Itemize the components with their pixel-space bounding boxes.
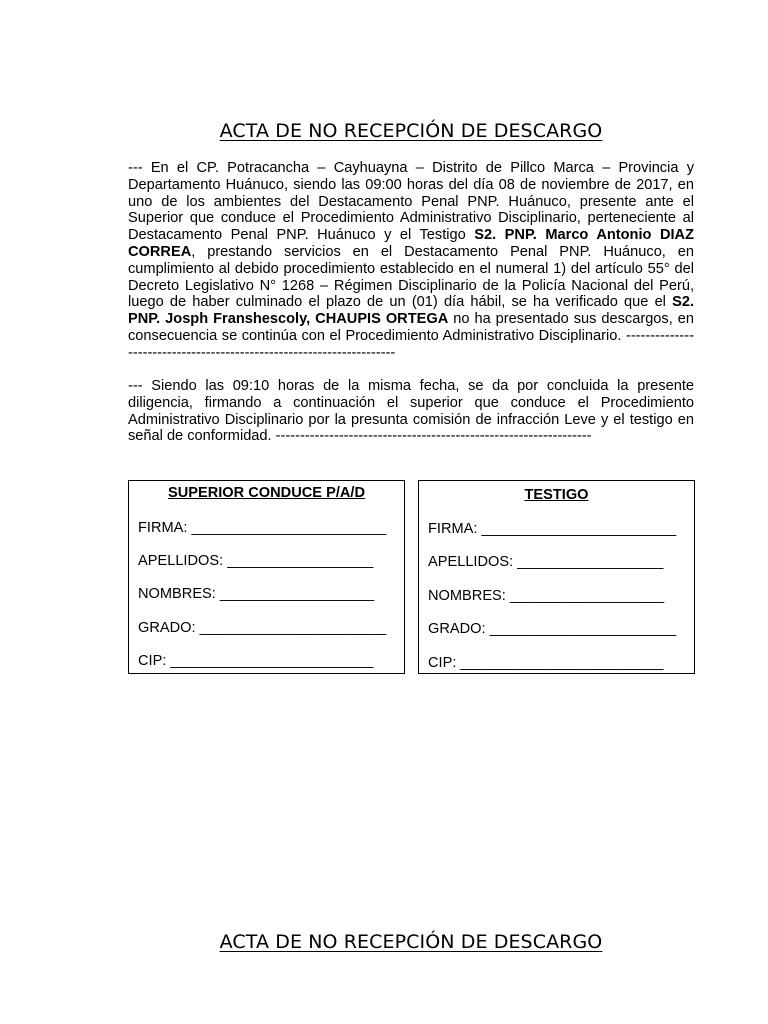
superior-grado-field: GRADO: _______________________: [138, 620, 387, 636]
document-title: ACTA DE NO RECEPCIÓN DE DESCARGO: [219, 120, 603, 142]
paragraph-2: [128, 378, 694, 445]
superior-box-heading: SUPERIOR CONDUCE P/A/D: [167, 485, 366, 501]
accused-name: S2. PNP. Josph Franshescoly, CHAUPIS ORTEGA: [128, 294, 694, 328]
paragraph-1-text-a: --- En el CP. Potracancha – Cayhuayna – Distrito de Pillco Marca – Provincia y Departamento Huánuco, siendo las 09:00 horas del día 08 de noviembre de 2017, en uno de los ambientes del Destacamento Penal PNP. Huánuco, presente ante el Superior que conduce el Procedimiento Administrativo Disciplinario, perteneciente al Destacamento Penal PNP. Huánuco y el Testigo: [128, 160, 694, 244]
paragraph-1-text-b: , prestando servicios en el Destacamento Penal PNP. Huánuco, en cumplimiento al debido procedimiento establecido en el numeral 1) del artículo 55° del Decreto Legislativo N° 1268 – Régimen Disciplinario de la Policía Nacional del Perú, luego de haber culminado el plazo de un (01) día hábil, se ha verificado que el: [128, 243, 694, 311]
paragraph-1: [128, 160, 694, 362]
superior-cip-field: CIP: _________________________: [138, 653, 374, 669]
footer-title: ACTA DE NO RECEPCIÓN DE DESCARGO: [219, 931, 603, 953]
testigo-cip-field: CIP: _________________________: [428, 655, 664, 671]
paragraph-2-text: --- Siendo las 09:10 horas de la misma fecha, se da por concluida la presente diligencia, firmando a continuación el superior que conduce el Procedimiento Administrativo Disciplinario por la presunta comisión de infracción Leve y el testigo en señal de conformidad. -----------------------------------------------------------------: [128, 378, 694, 445]
testigo-firma-field: FIRMA: ________________________: [428, 521, 677, 537]
superior-nombres-field: NOMBRES: ___________________: [138, 586, 375, 602]
witness-name: S2. PNP. Marco Antonio DIAZ CORREA: [128, 227, 694, 260]
superior-firma-field: FIRMA: ________________________: [138, 520, 387, 536]
testigo-apellidos-field: APELLIDOS: __________________: [428, 554, 664, 570]
testigo-nombres-field: NOMBRES: ___________________: [428, 588, 665, 604]
testigo-signature-box: [418, 480, 695, 674]
testigo-grado-field: GRADO: _______________________: [428, 621, 677, 637]
testigo-box-heading: TESTIGO: [524, 487, 589, 503]
superior-signature-box: [128, 480, 405, 674]
superior-apellidos-field: APELLIDOS: __________________: [138, 553, 374, 569]
paragraph-1-text-c: no ha presentado sus descargos, en consecuencia se continúa con el Procedimiento Administrativo Disciplinario. ---------------------------------------------------------------------: [128, 311, 694, 361]
